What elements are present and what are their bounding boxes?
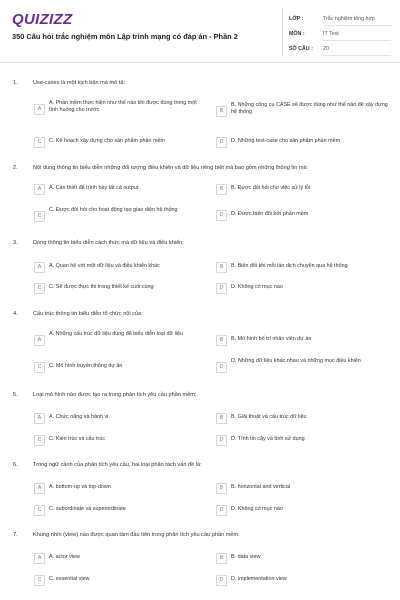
option-letter: B	[216, 553, 227, 564]
option-letter: C	[34, 435, 45, 446]
option-text: D. Những dữ liệu khác nhau và những mục điều khiển	[231, 358, 361, 364]
option-letter: C	[34, 505, 45, 516]
option-letter: A	[34, 553, 45, 564]
option-text: B. horizontal and vertical	[231, 484, 291, 490]
option-letter: A	[34, 483, 45, 494]
question-number: 4.	[13, 311, 18, 317]
option-letter: C	[34, 283, 45, 294]
option-letter: D	[216, 435, 227, 446]
option-text: D. Được biến đổi bởi phần mềm	[231, 211, 309, 217]
option-letter: A	[34, 104, 45, 115]
option-letter: C	[34, 575, 45, 586]
option-text: D. implementation view	[231, 576, 287, 582]
quizizz-logo: QUIZIZZ	[12, 11, 73, 28]
question-text: Trong ngữ cảnh của phân tích yêu cầu, hai loại phân tách vấn đề là:	[33, 462, 202, 468]
option-letter: C	[34, 362, 45, 373]
question-number: 5.	[13, 392, 18, 398]
question-text: Khung nhìn (view) nào được quan tâm đầu tiên trong phân tích yêu cầu phần mềm:	[33, 532, 240, 538]
option-text: D. Những test-case cho sản phẩm phần mềm	[231, 138, 341, 144]
option-text: A. Những cấu trúc dữ liệu dùng để biểu diễn loại dữ liệu	[49, 331, 183, 337]
option-letter: B	[216, 106, 227, 117]
option-text: D. Không có mục nào	[231, 506, 283, 512]
option-letter: B	[216, 413, 227, 424]
option-letter: D	[216, 137, 227, 148]
option-text: A. Quan hệ với một dữ liệu và điều khiển khác	[49, 263, 160, 269]
page-header	[0, 0, 400, 62]
option-text: B. Những công cụ CASE sẽ được dùng như thế nào để xây dựng hệ thống	[231, 102, 388, 116]
option-letter: D	[216, 362, 227, 373]
question-number: 2.	[13, 165, 18, 171]
option-text: C. Kế hoạch xây dựng cho sản phẩm phần mềm	[49, 138, 165, 144]
option-letter: D	[216, 283, 227, 294]
question-text: Cấu trúc thông tin biểu diễn tổ chức nội của:	[33, 311, 143, 317]
option-text: C. essential view	[49, 576, 90, 582]
option-text: B. data view	[231, 554, 261, 560]
option-text: B. Được đòi hỏi cho việc xử lý lỗi	[231, 185, 311, 191]
question-text: Loại mô hình nào được tạo ra trong phân tích yêu cầu phần mềm:	[33, 392, 197, 398]
option-letter: D	[216, 210, 227, 221]
option-letter: B	[216, 184, 227, 195]
option-letter: C	[34, 137, 45, 148]
option-text: C. Mô hình truyền thông dự án	[49, 363, 123, 369]
question-text: Dòng thông tin biểu diễn cách thức mà dữ liệu và điều khiển:	[33, 240, 184, 246]
option-letter: B	[216, 262, 227, 273]
option-letter: D	[216, 575, 227, 586]
option-text: C. Được đòi hỏi cho hoạt động tạo giao diện hệ thống	[49, 207, 178, 213]
question-number: 1.	[13, 80, 18, 86]
meta-value: Trắc nghiệm tổng hợp	[323, 13, 391, 26]
option-text: A. Phần mềm thực hiện như thế nào khi được dùng trong một tình huống cho trước	[49, 100, 197, 114]
option-letter: B	[216, 335, 227, 346]
option-text: C. Sẽ được thực thi trong thiết kế cuối cùng	[49, 284, 154, 290]
question-text: Nội dung thông tin biểu diễn những đối tượng điều khiển và dữ liệu riêng biệt mà bao gồm những thông tin mà:	[33, 165, 309, 171]
question-text: Use-cases là một kịch bản mà mô tả:	[33, 80, 126, 86]
meta-info	[282, 8, 391, 56]
option-text: B. Giải thuật và cấu trúc dữ liệu	[231, 414, 307, 420]
option-text: A. actor view	[49, 554, 80, 560]
option-letter: A	[34, 184, 45, 195]
option-letter: B	[216, 483, 227, 494]
meta-value: 20	[323, 43, 391, 56]
meta-row-class	[289, 13, 391, 27]
meta-row-count	[289, 43, 391, 57]
option-letter: D	[216, 505, 227, 516]
header-divider	[0, 62, 400, 63]
option-letter: C	[34, 211, 45, 222]
option-text: D. Không có mục nào	[231, 284, 283, 290]
question-number: 3.	[13, 240, 18, 246]
question-number: 6.	[13, 462, 18, 468]
option-text: A. Cần thiết để trình bày tất cả output	[49, 185, 139, 191]
meta-key: MÔN :	[289, 31, 305, 37]
option-text: C. subordinate và superordinate	[49, 506, 126, 512]
meta-key: LỚP :	[289, 16, 304, 22]
option-text: A. bottom-up và top-down	[49, 484, 111, 490]
option-text: B. Mô hình bố trí nhân viên dự án	[231, 336, 312, 342]
option-letter: A	[34, 262, 45, 273]
option-text: B. Biến đổi khi mỗi lần dịch chuyển qua hệ thống	[231, 263, 348, 269]
page-title: 350 Câu hỏi trắc nghiệm môn Lập trình mạng có đáp án - Phần 2	[12, 32, 238, 41]
meta-row-subject	[289, 28, 391, 42]
option-letter: A	[34, 335, 45, 346]
question-number: 7.	[13, 532, 18, 538]
option-text: C. Kiến trúc và cấu trúc	[49, 436, 106, 442]
meta-value: IT Test	[323, 28, 391, 41]
option-letter: A	[34, 413, 45, 424]
option-text: A. Chức năng và hành vi	[49, 414, 109, 420]
option-text: D. Tính tin cậy và tính sử dụng	[231, 436, 305, 442]
meta-key: SỐ CÂU :	[289, 46, 313, 52]
